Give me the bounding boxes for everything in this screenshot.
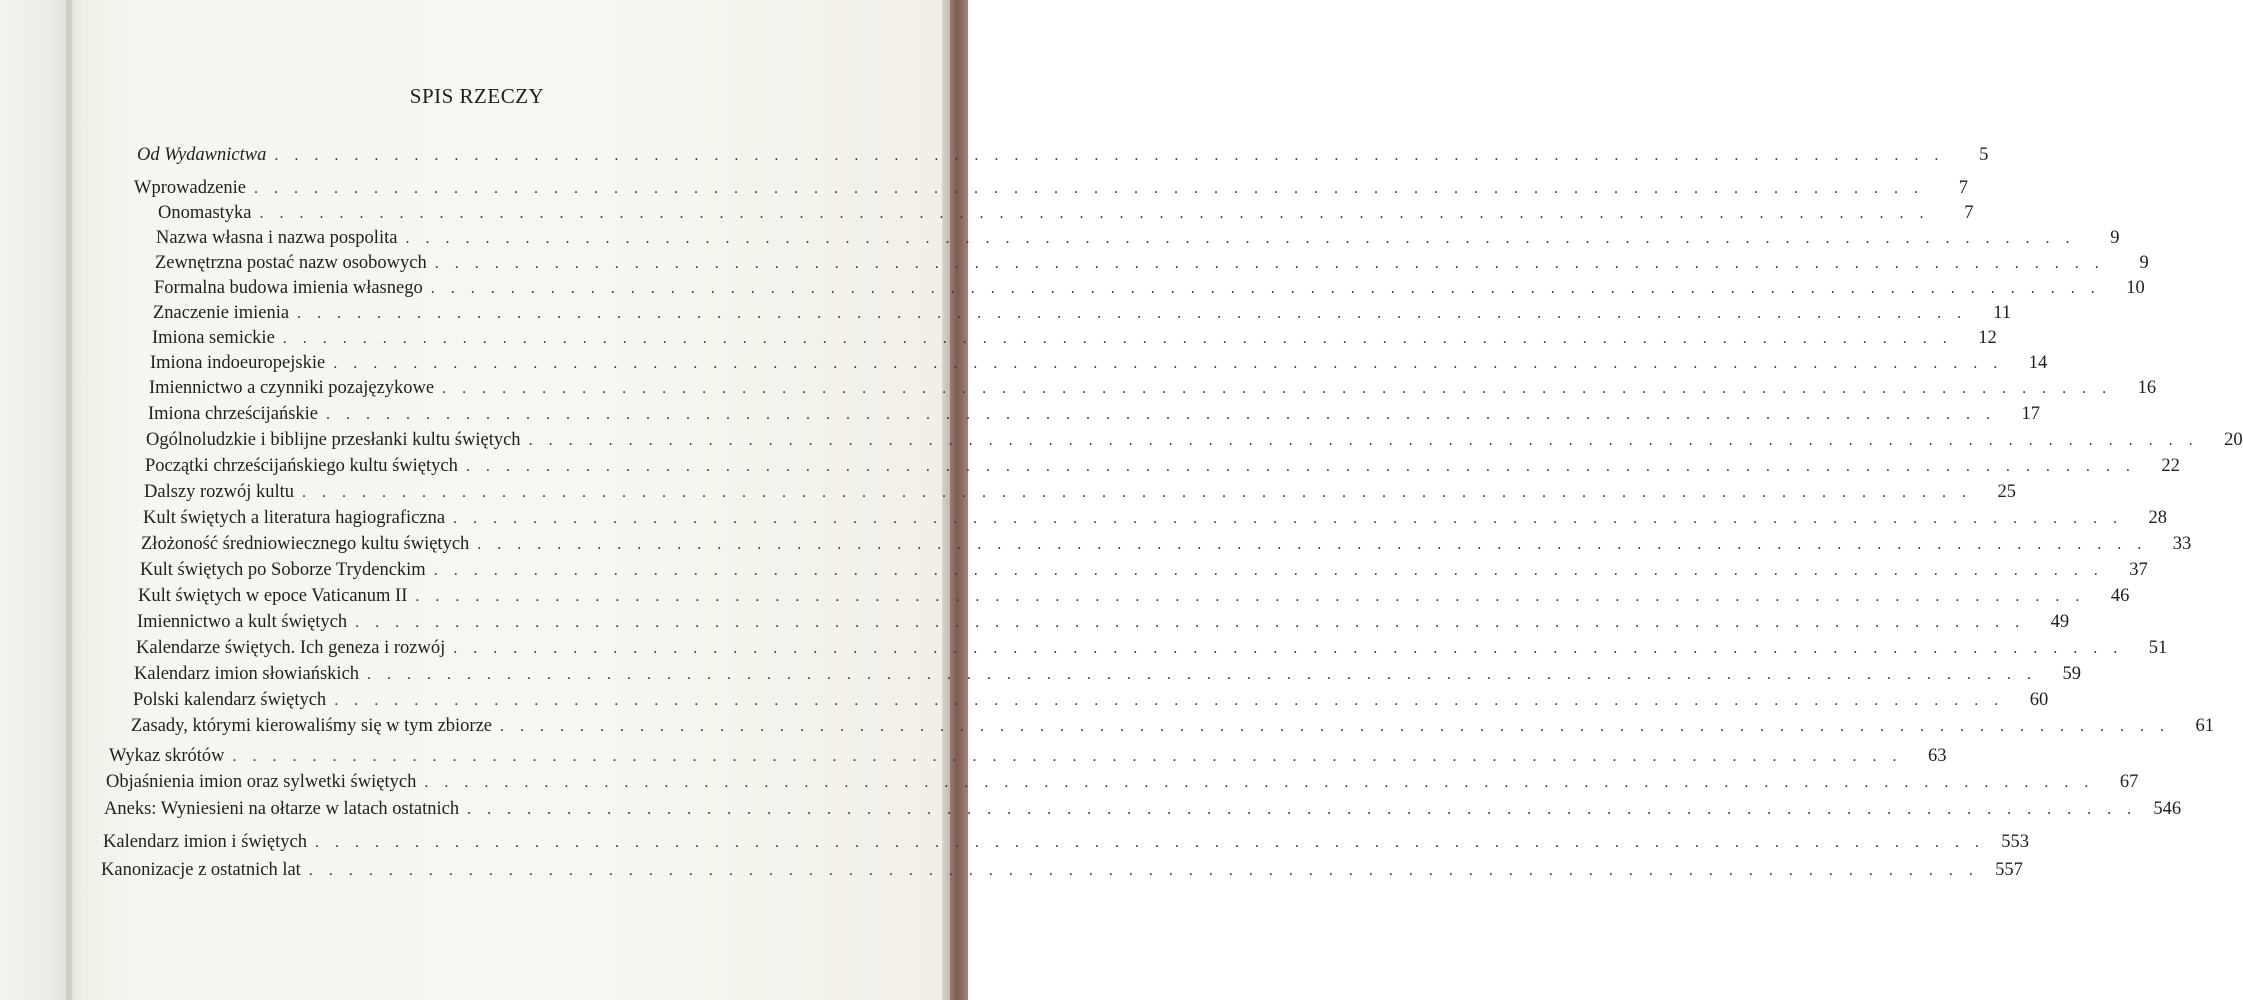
toc-entry-page-number: 16 (2137, 378, 2157, 398)
toc-entry-page-number: 49 (2050, 612, 2070, 632)
toc-entry-page-number: 46 (2110, 586, 2130, 606)
toc-leader-dots: . . . . . . . . . . . . . . . . . . . . . . . . . . . . . . . . . . . . . . . . . . . . . . . . . . . . . . . . . . . . . . . . . . . . . . . . . . . . . . . . . . . . (297, 305, 1968, 322)
toc-leader-dots: . . . . . . . . . . . . . . . . . . . . . . . . . . . . . . . . . . . . . . . . . . . . . . . . . . . . . . . . . . . . . . . . . . . . . . . . . . . . . . . . . . . . (415, 588, 2086, 605)
toc-entry (152, 326, 1997, 350)
toc-entry-title: Imiennictwo a kult świętych (137, 612, 348, 632)
toc-entry-title: Onomastyka (158, 203, 252, 223)
toc-entry-page-number: 5 (1979, 145, 1989, 165)
toc-entry-title: Kalendarz imion słowiańskich (134, 664, 360, 684)
toc-entry (154, 276, 2145, 300)
toc-entry-page-number: 67 (2119, 772, 2139, 792)
toc-entry (153, 301, 2012, 325)
toc-entry (106, 770, 2139, 794)
toc-entry-title: Kult świętych a literatura hagiograficzna (143, 508, 446, 528)
toc-entry (109, 744, 1947, 768)
toc-entry (134, 176, 1968, 200)
toc-leader-dots: . . . . . . . . . . . . . . . . . . . . . . . . . . . . . . . . . . . . . . . . . . . . . . . . . . . . . . . . . . . . . . . . . . . . . . . . . . . . . . . . . . . . (274, 147, 1945, 164)
toc-entry (103, 830, 2029, 854)
toc-entry (155, 251, 2149, 275)
toc-entry-page-number: 33 (2172, 534, 2192, 554)
toc-entry (131, 714, 2215, 738)
toc-leader-dots: . . . . . . . . . . . . . . . . . . . . . . . . . . . . . . . . . . . . . . . . . . . . . . . . . . . . . . . . . . . . . . . . . . . . . . . . . . . . . . . . . . . . (405, 230, 2076, 247)
toc-leader-dots: . . . . . . . . . . . . . . . . . . . . . . . . . . . . . . . . . . . . . . . . . . . . . . . . . . . . . . . . . . . . . . . . . . . . . . . . . . . . . . . . . . . . (282, 330, 1953, 347)
toc-leader-dots: . . . . . . . . . . . . . . . . . . . . . . . . . . . . . . . . . . . . . . . . . . . . . . . . . . . . . . . . . . . . . . . . . . . . . . . . . . . . . . . . . . . . (259, 205, 1930, 222)
toc-leader-dots: . . . . . . . . . . . . . . . . . . . . . . . . . . . . . . . . . . . . . . . . . . . . . . . . . . . . . . . . . . . . . . . . . . . . . . . . . . . . . . . . . . . . (434, 255, 2105, 272)
toc-entry-title: Aneks: Wyniesieni na ołtarze w latach ostatnich (104, 799, 460, 819)
toc-leader-dots: . . . . . . . . . . . . . . . . . . . . . . . . . . . . . . . . . . . . . . . . . . . . . . . . . . . . . . . . . . . . . . . . . . . . . . . . . . . . . . . . . . . . (477, 536, 2148, 553)
toc-entry-page-number: 10 (2126, 278, 2145, 298)
toc-entry-title: Złożoność średniowiecznego kultu świętych (141, 534, 470, 554)
toc-leader-dots: . . . . . . . . . . . . . . . . . . . . . . . . . . . . . . . . . . . . . . . . . . . . . . . . . . . . . . . . . . . . . . . . . . . . . . . . . . . . . . . . . . . . (253, 180, 1924, 197)
toc-entry (144, 480, 2017, 504)
toc-entry-page-number: 12 (1978, 328, 1997, 348)
toc-entry-title: Dalszy rozwój kultu (144, 482, 295, 502)
toc-entry-page-number: 14 (2028, 353, 2048, 373)
toc-entry-title: Znaczenie imienia (153, 303, 290, 323)
toc-leader-dots: . . . . . . . . . . . . . . . . . . . . . . . . . . . . . . . . . . . . . . . . . . . . . . . . . . . . . . . . . . . . . . . . . . . . . . . . . . . . . . . . . . . . (302, 484, 1973, 501)
toc-leader-dots: . . . . . . . . . . . . . . . . . . . . . . . . . . . . . . . . . . . . . . . . . . . . . . . . . . . . . . . . . . . . . . . . . . . . . . . . . . . . . . . . . . . . (430, 280, 2101, 297)
toc-leader-dots: . . . . . . . . . . . . . . . . . . . . . . . . . . . . . . . . . . . . . . . . . . . . . . . . . . . . . . . . . . . . . . . . . . . . . . . . . . . . . . . . . . . . (433, 562, 2104, 579)
toc-entry (156, 226, 2120, 250)
toc-entry-page-number: 9 (2110, 228, 2120, 248)
toc-leader-dots: . . . . . . . . . . . . . . . . . . . . . . . . . . . . . . . . . . . . . . . . . . . . . . . . . . . . . . . . . . . . . . . . . . . . . . . . . . . . . . . . . . . . (355, 614, 2026, 631)
toc-entry (136, 636, 2168, 660)
toc-entry (101, 858, 2023, 882)
toc-entry-page-number: 9 (2139, 253, 2149, 273)
toc-entry-title: Imiona indoeuropejskie (150, 353, 326, 373)
toc-entry-title: Polski kalendarz świętych (133, 690, 327, 710)
toc-leader-dots: . . . . . . . . . . . . . . . . . . . . . . . . . . . . . . . . . . . . . . . . . . . . . . . . . . . . . . . . . . . . . . . . . . . . . . . . . . . . . . . . . . . . (308, 862, 1979, 879)
toc-entry-page-number: 7 (1964, 203, 1974, 223)
toc-entry-page-number: 7 (1958, 178, 1968, 198)
toc-entry (143, 506, 2168, 530)
toc-entry-page-number: 20 (2224, 430, 2243, 450)
toc-leader-dots: . . . . . . . . . . . . . . . . . . . . . . . . . . . . . . . . . . . . . . . . . . . . . . . . . . . . . . . . . . . . . . . . . . . . . . . . . . . . . . . . . . . . (424, 774, 2095, 791)
toc-entry-title: Nazwa własna i nazwa pospolita (156, 228, 398, 248)
toc-entry (133, 688, 2049, 712)
toc-entry-page-number: 553 (2001, 832, 2029, 852)
toc-entry (104, 797, 2182, 821)
toc-entry-title: Kanonizacje z ostatnich lat (101, 860, 301, 880)
toc-entry-title: Objaśnienia imion oraz sylwetki świętych (106, 772, 417, 792)
toc-entry-page-number: 60 (2029, 690, 2049, 710)
toc-entry-page-number: 51 (2148, 638, 2168, 658)
toc-entry-page-number: 17 (2021, 404, 2041, 424)
toc-entry-title: Od Wydawnictwa (137, 145, 267, 165)
toc-entry (158, 201, 1974, 225)
toc-entry-title: Początki chrześcijańskiego kultu świętych (145, 456, 458, 476)
toc-entry-page-number: 25 (1997, 482, 2017, 502)
toc-entry-page-number: 37 (2129, 560, 2148, 580)
toc-entry-title: Wprowadzenie (134, 178, 246, 198)
toc-leader-dots: . . . . . . . . . . . . . . . . . . . . . . . . . . . . . . . . . . . . . . . . . . . . . . . . . . . . . . . . . . . . . . . . . . . . . . . . . . . . . . . . . . . . (500, 718, 2171, 735)
toc-entry (145, 454, 2180, 478)
toc-leader-dots: . . . . . . . . . . . . . . . . . . . . . . . . . . . . . . . . . . . . . . . . . . . . . . . . . . . . . . . . . . . . . . . . . . . . . . . . . . . . . . . . . . . . (467, 801, 2138, 818)
toc-leader-dots: . . . . . . . . . . . . . . . . . . . . . . . . . . . . . . . . . . . . . . . . . . . . . . . . . . . . . . . . . . . . . . . . . . . . . . . . . . . . . . . . . . . . (528, 432, 2199, 449)
toc-entry (148, 402, 2041, 426)
toc-entry-page-number: 59 (2062, 664, 2082, 684)
toc-leader-dots: . . . . . . . . . . . . . . . . . . . . . . . . . . . . . . . . . . . . . . . . . . . . . . . . . . . . . . . . . . . . . . . . . . . . . . . . . . . . . . . . . . . . (453, 640, 2124, 657)
toc-entry-title: Zasady, którymi kierowaliśmy się w tym zbiorze (131, 716, 493, 736)
toc-entry-page-number: 11 (1993, 303, 2012, 323)
toc-leader-dots: . . . . . . . . . . . . . . . . . . . . . . . . . . . . . . . . . . . . . . . . . . . . . . . . . . . . . . . . . . . . . . . . . . . . . . . . . . . . . . . . . . . . (465, 458, 2136, 475)
toc-entry-title: Kult świętych w epoce Vaticanum II (138, 586, 408, 606)
toc-leader-dots: . . . . . . . . . . . . . . . . . . . . . . . . . . . . . . . . . . . . . . . . . . . . . . . . . . . . . . . . . . . . . . . . . . . . . . . . . . . . . . . . . . . . (314, 834, 1985, 851)
toc-entry (137, 143, 1989, 167)
toc-leader-dots: . . . . . . . . . . . . . . . . . . . . . . . . . . . . . . . . . . . . . . . . . . . . . . . . . . . . . . . . . . . . . . . . . . . . . . . . . . . . . . . . . . . . (326, 406, 1997, 423)
toc-entry-title: Imiennictwo a czynniki pozajęzykowe (149, 378, 435, 398)
toc-leader-dots: . . . . . . . . . . . . . . . . . . . . . . . . . . . . . . . . . . . . . . . . . . . . . . . . . . . . . . . . . . . . . . . . . . . . . . . . . . . . . . . . . . . . (232, 748, 1903, 765)
toc-entry (146, 428, 2243, 452)
toc-entry (150, 351, 2048, 375)
toc-entry-page-number: 22 (2161, 456, 2180, 476)
toc-leader-dots: . . . . . . . . . . . . . . . . . . . . . . . . . . . . . . . . . . . . . . . . . . . . . . . . . . . . . . . . . . . . . . . . . . . . . . . . . . . . . . . . . . . . (333, 355, 2004, 372)
toc-leader-dots: . . . . . . . . . . . . . . . . . . . . . . . . . . . . . . . . . . . . . . . . . . . . . . . . . . . . . . . . . . . . . . . . . . . . . . . . . . . . . . . . . . . . (334, 692, 2005, 709)
toc-entry-title: Zewnętrzna postać nazw osobowych (155, 253, 427, 273)
toc-entry-title: Formalna budowa imienia własnego (154, 278, 423, 298)
toc-entry-page-number: 28 (2148, 508, 2168, 528)
toc-entry-title: Ogólnoludzkie i biblijne przesłanki kultu świętych (146, 430, 521, 450)
toc-entry (141, 532, 2192, 556)
toc-leader-dots: . . . . . . . . . . . . . . . . . . . . . . . . . . . . . . . . . . . . . . . . . . . . . . . . . . . . . . . . . . . . . . . . . . . . . . . . . . . . . . . . . . . . (453, 510, 2124, 527)
toc-leader-dots: . . . . . . . . . . . . . . . . . . . . . . . . . . . . . . . . . . . . . . . . . . . . . . . . . . . . . . . . . . . . . . . . . . . . . . . . . . . . . . . . . . . . (442, 380, 2113, 397)
toc-entry (138, 584, 2130, 608)
toc-entry (140, 558, 2148, 582)
toc-entry-page-number: 61 (2195, 716, 2215, 736)
toc-entry-page-number: 557 (1995, 860, 2023, 880)
toc-entry-title: Kult świętych po Soborze Trydenckim (140, 560, 426, 580)
toc-entry-page-number: 63 (1928, 746, 1947, 766)
toc-entry-title: Imiona semickie (152, 328, 275, 348)
toc-entry-title: Kalendarz imion i świętych (103, 832, 307, 852)
toc-entry-title: Imiona chrześcijańskie (148, 404, 319, 424)
toc-entry-title: Kalendarze świętych. Ich geneza i rozwój (136, 638, 446, 658)
page-title: SPIS RZECZY (409, 84, 545, 108)
toc-entry (137, 610, 2070, 634)
toc-entry (149, 376, 2157, 400)
toc-leader-dots: . . . . . . . . . . . . . . . . . . . . . . . . . . . . . . . . . . . . . . . . . . . . . . . . . . . . . . . . . . . . . . . . . . . . . . . . . . . . . . . . . . . . (367, 666, 2038, 683)
toc-entry (134, 662, 2082, 686)
toc-entry-title: Wykaz skrótów (109, 746, 225, 766)
toc-entry-page-number: 546 (2153, 799, 2182, 819)
